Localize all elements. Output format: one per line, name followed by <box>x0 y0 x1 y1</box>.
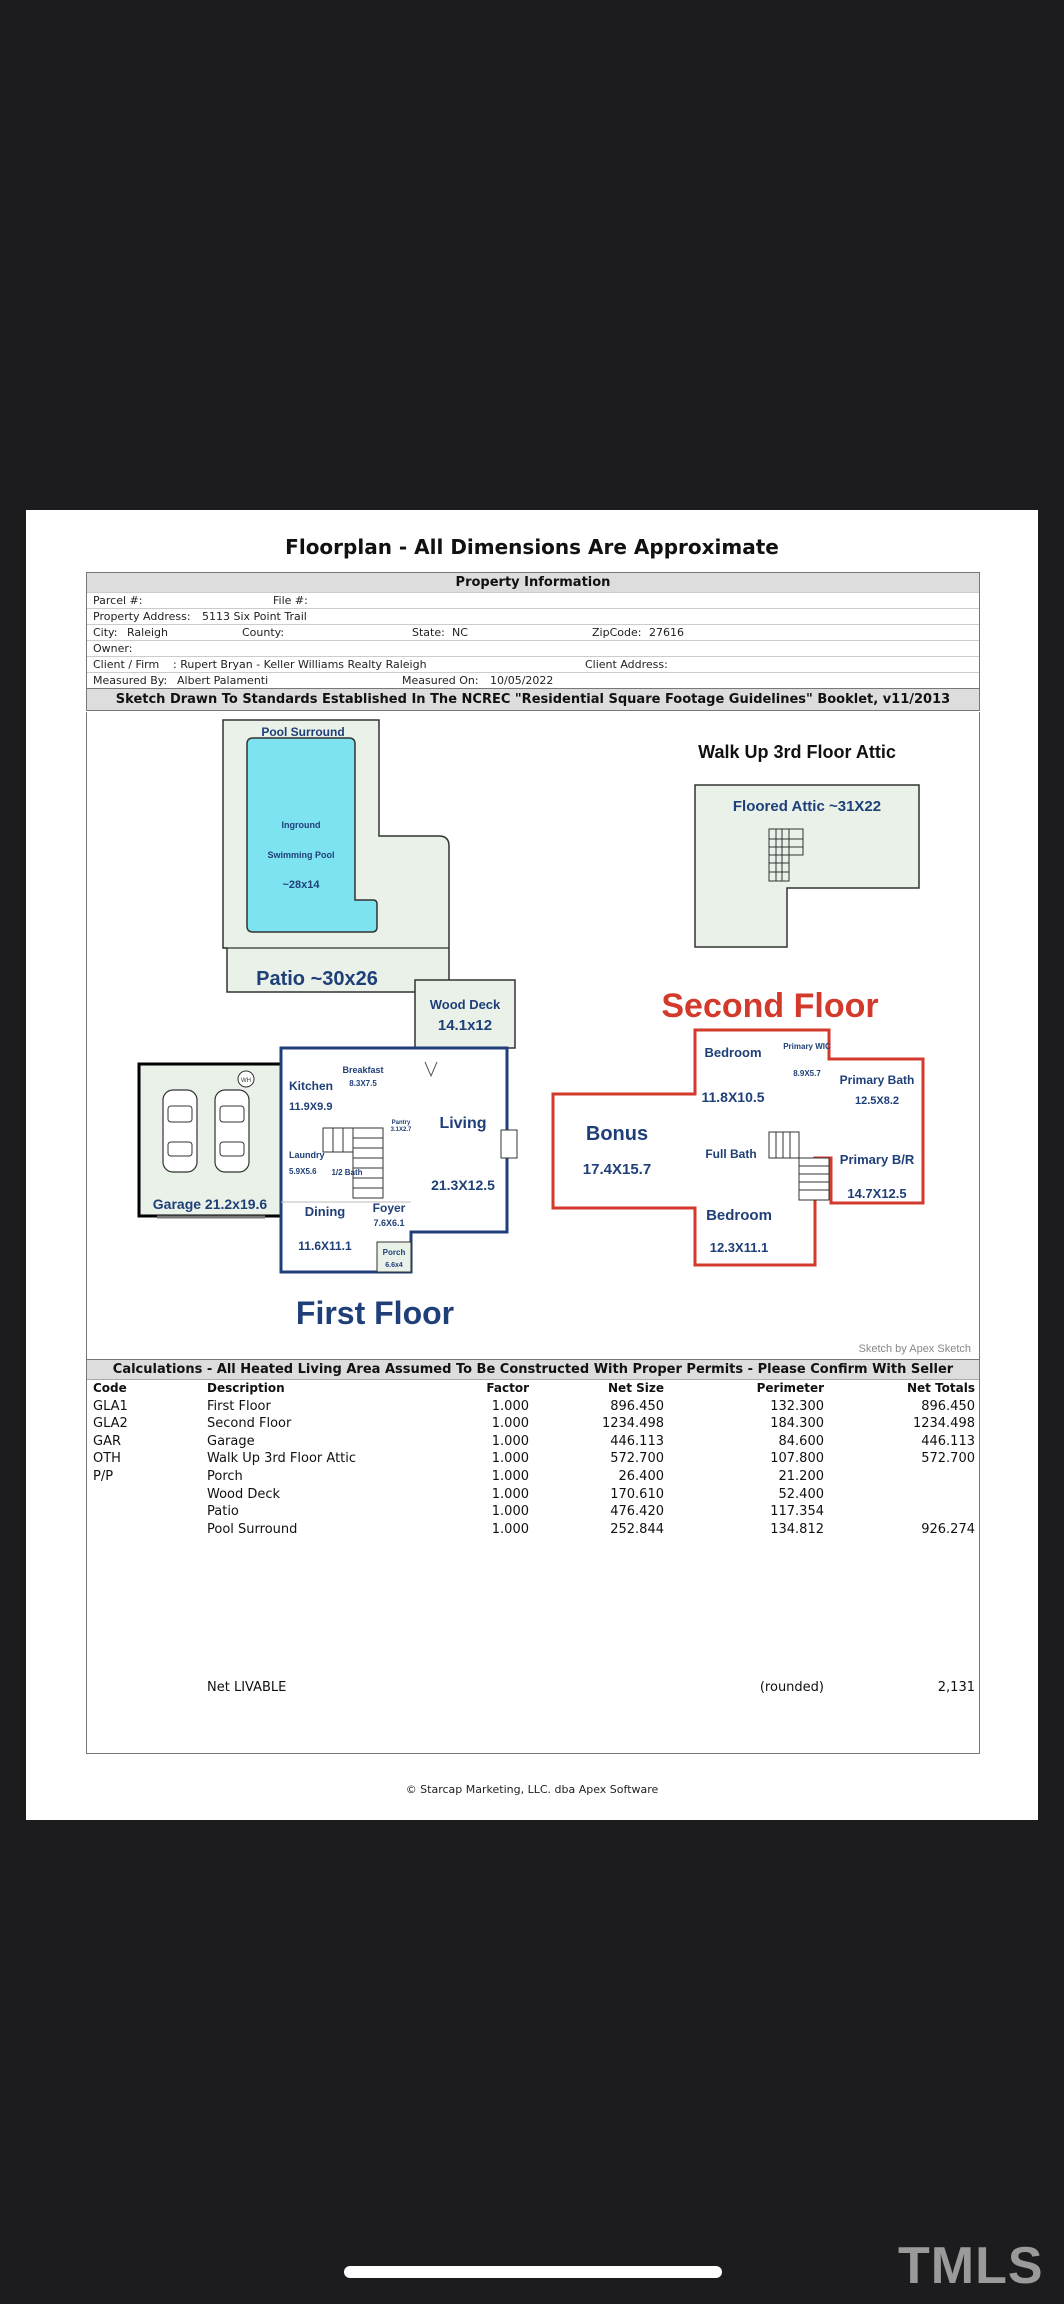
half-bath-label: 1/2 Bath <box>331 1168 363 1177</box>
dining-label: Dining <box>304 1204 346 1219</box>
car-2-icon <box>215 1090 249 1172</box>
calc-cell-net-size: 476.420 <box>610 1504 664 1520</box>
calc-cell-net-total: 446.113 <box>921 1433 975 1449</box>
zip-value: 27616 <box>649 626 684 639</box>
calc-cell-description: First Floor <box>207 1398 271 1414</box>
breakfast-label: Breakfast <box>342 1065 384 1075</box>
calc-row <box>87 1486 979 1504</box>
calc-cell-net-size: 446.113 <box>610 1433 664 1449</box>
primary-br-dim: 14.7X12.5 <box>847 1186 907 1201</box>
floorplan-document <box>26 510 1038 1820</box>
calc-cell-net-total: 896.450 <box>921 1398 975 1414</box>
calc-cell-factor: 1.000 <box>491 1451 529 1467</box>
calculations-table <box>86 1359 980 1754</box>
primary-br-label: Primary B/R <box>839 1152 915 1167</box>
file-label: File #: <box>273 594 308 607</box>
living-label: Living <box>439 1115 487 1132</box>
garage-label: Garage 21.2x19.6 <box>152 1196 268 1212</box>
kitchen-label: Kitchen <box>289 1079 334 1093</box>
sketch-credit: Sketch by Apex Sketch <box>858 1343 971 1355</box>
laundry-dim: 5.9X5.6 <box>289 1167 317 1176</box>
attic-label: Floored Attic ~31X22 <box>732 798 882 815</box>
kitchen-dim: 11.9X9.9 <box>289 1101 333 1113</box>
col-perimeter: Perimeter <box>756 1381 824 1395</box>
bonus-dim: 17.4X15.7 <box>582 1161 652 1178</box>
tmls-watermark: TMLS <box>898 2237 1044 2295</box>
calc-cell-net-size: 1234.498 <box>601 1416 664 1432</box>
breakfast-dim: 8.3X7.5 <box>349 1079 377 1088</box>
calc-cell-factor: 1.000 <box>491 1398 529 1414</box>
calc-cell-description: Pool Surround <box>207 1521 298 1537</box>
calc-cell-perimeter: 52.400 <box>778 1486 824 1502</box>
calc-header-row <box>87 1380 979 1398</box>
pantry-label: Pantry <box>391 1120 411 1126</box>
calc-cell-description: Walk Up 3rd Floor Attic <box>207 1451 357 1467</box>
calc-cell-code: OTH <box>93 1451 121 1467</box>
client-label: Client / Firm <box>93 658 160 671</box>
measured-by-label: Measured By: <box>93 674 168 687</box>
calc-row <box>87 1521 979 1539</box>
wh-label: WH <box>241 1078 251 1084</box>
bedroom1-label: Bedroom <box>704 1045 762 1060</box>
pool-surround-label: Pool Surround <box>261 725 345 739</box>
measured-by-value: Albert Palamenti <box>177 674 269 687</box>
porch-label: Porch <box>382 1248 406 1257</box>
calc-row <box>87 1503 979 1521</box>
calc-cell-factor: 1.000 <box>491 1486 529 1502</box>
dining-dim: 11.6X11.1 <box>298 1239 352 1253</box>
client-address-label: Client Address: <box>585 658 668 671</box>
calc-cell-description: Porch <box>207 1468 243 1484</box>
attic-title: Walk Up 3rd Floor Attic <box>698 742 896 762</box>
calc-cell-net-size: 252.844 <box>610 1521 664 1537</box>
state-label: State: <box>412 626 445 639</box>
calc-cell-net-size: 170.610 <box>610 1486 664 1502</box>
calc-cell-factor: 1.000 <box>491 1433 529 1449</box>
address-label: Property Address: <box>93 610 191 623</box>
calc-cell-code: GAR <box>93 1433 121 1449</box>
full-bath-label: Full Bath <box>705 1147 757 1161</box>
calc-rows <box>87 1398 979 1539</box>
garage <box>139 1064 281 1216</box>
net-livable-total: 2,131 <box>937 1680 975 1695</box>
calc-cell-net-total: 1234.498 <box>912 1416 975 1432</box>
info-row-owner <box>87 640 979 656</box>
info-row-address <box>87 608 979 624</box>
calc-cell-perimeter: 117.354 <box>770 1504 824 1520</box>
calc-cell-perimeter: 134.812 <box>770 1521 824 1537</box>
calc-cell-net-total: 926.274 <box>921 1521 975 1537</box>
state-value: NC <box>452 626 468 639</box>
measured-on-value: 10/05/2022 <box>490 674 554 687</box>
calc-row <box>87 1450 979 1468</box>
wood-deck-dim: 14.1x12 <box>437 1017 493 1034</box>
bedroom1-dim: 11.8X10.5 <box>701 1089 765 1105</box>
bedroom2-dim: 12.3X11.1 <box>709 1240 769 1255</box>
calc-cell-perimeter: 184.300 <box>770 1416 824 1432</box>
property-info-box <box>86 572 980 711</box>
calc-cell-perimeter: 132.300 <box>770 1398 824 1414</box>
calc-cell-net-size: 896.450 <box>610 1398 664 1414</box>
pantry-dim: 3.1X2.7 <box>390 1127 412 1133</box>
car-1-icon <box>163 1090 197 1172</box>
calc-cell-factor: 1.000 <box>491 1521 529 1537</box>
primary-bath-dim: 12.5X8.2 <box>854 1095 900 1107</box>
primary-wic-label: Primary WIC <box>783 1042 831 1051</box>
pool-line2: Swimming Pool <box>267 850 335 860</box>
parcel-label: Parcel #: <box>93 594 143 607</box>
sketch-area <box>86 712 980 1360</box>
calc-cell-net-total: 572.700 <box>921 1451 975 1467</box>
laundry-label: Laundry <box>289 1150 325 1160</box>
first-floor-title: First Floor <box>295 1295 455 1331</box>
calc-cell-description: Wood Deck <box>207 1486 281 1502</box>
measured-on-label: Measured On: <box>402 674 479 687</box>
calc-cell-code: GLA2 <box>93 1416 128 1432</box>
calc-cell-code: GLA1 <box>93 1398 128 1414</box>
pool-dim: ~28x14 <box>282 879 320 891</box>
calc-cell-code: P/P <box>93 1468 114 1484</box>
calc-cell-description: Patio <box>207 1504 239 1520</box>
city-value: Raleigh <box>127 626 168 639</box>
col-net-size: Net Size <box>608 1381 664 1395</box>
fireplace-icon <box>501 1130 517 1158</box>
col-description: Description <box>207 1381 285 1395</box>
living-dim: 21.3X12.5 <box>431 1177 495 1193</box>
second-floor-title: Second Floor <box>661 987 879 1025</box>
col-net-totals: Net Totals <box>906 1381 975 1395</box>
floorplan-sketch <box>87 712 979 1359</box>
wood-deck-label: Wood Deck <box>429 997 501 1012</box>
wood-deck <box>415 980 515 1048</box>
calc-cell-net-size: 572.700 <box>610 1451 664 1467</box>
bonus-label: Bonus <box>585 1123 649 1145</box>
calc-row <box>87 1468 979 1486</box>
calc-cell-perimeter: 107.800 <box>770 1451 824 1467</box>
home-indicator[interactable] <box>344 2266 722 2278</box>
calc-cell-factor: 1.000 <box>491 1504 529 1520</box>
info-row-parcel <box>87 592 979 608</box>
county-label: County: <box>242 626 285 639</box>
owner-label: Owner: <box>93 642 133 655</box>
rounded-label: (rounded) <box>759 1680 824 1695</box>
calc-cell-net-size: 26.400 <box>618 1468 664 1484</box>
porch-dim: 6.6x4 <box>385 1262 403 1269</box>
info-row-measured <box>87 672 979 688</box>
calc-cell-factor: 1.000 <box>491 1468 529 1484</box>
zip-label: ZipCode: <box>592 626 642 639</box>
primary-bath-label: Primary Bath <box>839 1073 915 1087</box>
calc-cell-factor: 1.000 <box>491 1416 529 1432</box>
net-livable-label: Net LIVABLE <box>207 1680 287 1695</box>
calc-row <box>87 1398 979 1416</box>
foyer-dim: 7.6X6.1 <box>373 1218 405 1228</box>
primary-wic-dim: 8.9X5.7 <box>793 1069 821 1078</box>
calculations-header: Calculations - All Heated Living Area Assumed To Be Constructed With Proper Permits - Please Confirm With Seller <box>87 1360 979 1380</box>
bedroom2-label: Bedroom <box>706 1207 772 1224</box>
client-value: : Rupert Bryan - Keller Williams Realty Raleigh <box>173 658 427 671</box>
address-value: 5113 Six Point Trail <box>202 610 307 623</box>
calc-row <box>87 1415 979 1433</box>
pool-line1: Inground <box>281 820 321 830</box>
city-label: City: <box>93 626 118 639</box>
property-info-header: Property Information <box>87 573 979 592</box>
col-factor: Factor <box>486 1381 529 1395</box>
col-code: Code <box>93 1381 127 1395</box>
page-footer: © Starcap Marketing, LLC. dba Apex Software <box>405 1783 659 1796</box>
calc-cell-perimeter: 84.600 <box>778 1433 824 1449</box>
calc-cell-description: Garage <box>207 1433 255 1449</box>
info-row-client <box>87 656 979 672</box>
page-title: Floorplan - All Dimensions Are Approximate <box>285 535 779 559</box>
patio-label: Patio ~30x26 <box>256 968 378 990</box>
calc-cell-description: Second Floor <box>207 1416 292 1432</box>
calc-row <box>87 1433 979 1451</box>
info-row-city <box>87 624 979 640</box>
net-livable-row <box>87 1679 979 1697</box>
foyer-label: Foyer <box>372 1201 406 1215</box>
sketch-standards-header: Sketch Drawn To Standards Established In The NCREC "Residential Square Footage Guidelines" Booklet, v11/2013 <box>87 688 979 710</box>
calc-cell-perimeter: 21.200 <box>778 1468 824 1484</box>
